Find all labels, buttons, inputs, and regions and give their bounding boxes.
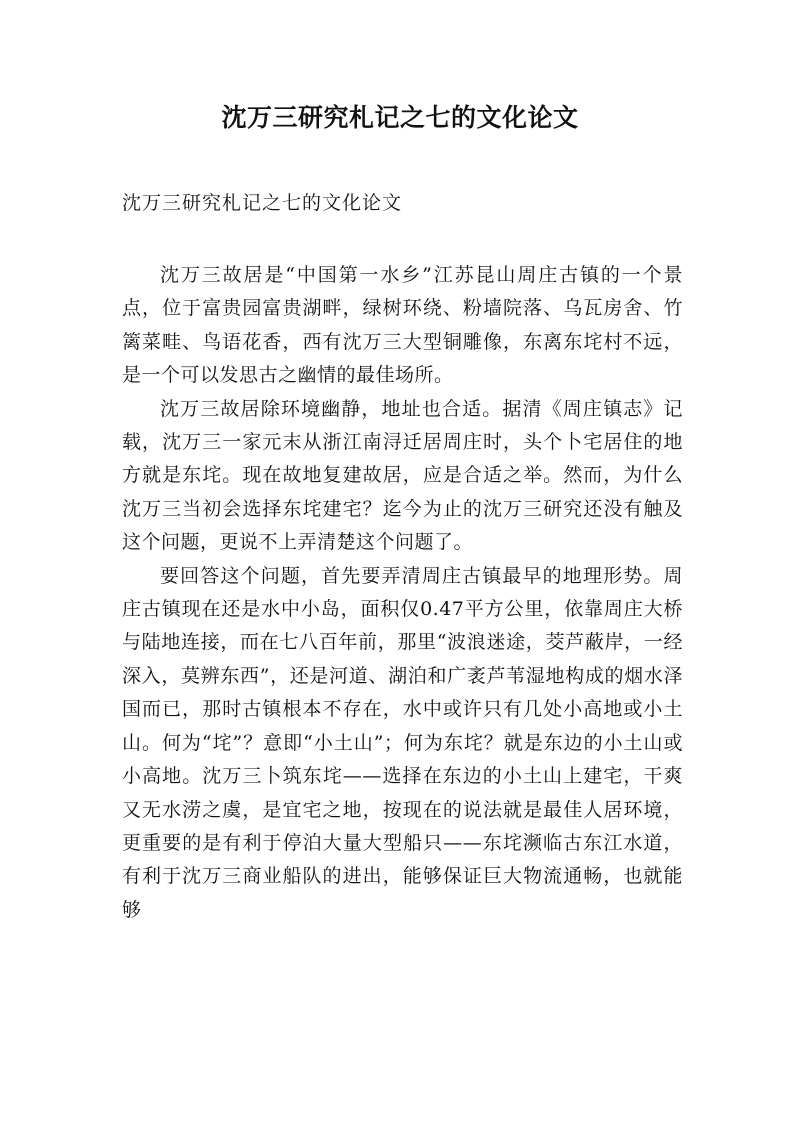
document-subtitle: 沈万三研究札记之七的文化论文 — [122, 192, 403, 214]
document-title: 沈万三研究札记之七的文化论文 — [221, 103, 579, 132]
paragraph-1: 沈万三故居是“中国第一水乡”江苏昆山周庄古镇的一个景点，位于富贵园富贵湖畔，绿树环绕、粉墙院落、乌瓦房舍、竹篱菜畦、鸟语花香，西有沈万三大型铜雕像，东离东垞村不远，是一个可以发思古之幽情的最佳场所。 — [122, 264, 683, 387]
paragraph-2: 沈万三故居除环境幽静，地址也合适。据清《周庄镇志》记载，沈万三一家元末从浙江南浔迁居周庄时，头个卜宅居住的地方就是东垞。现在故地复建故居，应是合适之举。然而，为什么沈万三当初会选择东垞建宅？迄今为止的沈万三研究还没有触及这个问题，更说不上弄清楚这个问题了。 — [122, 397, 683, 554]
document-body — [122, 259, 683, 927]
paragraph-3: 要回答这个问题，首先要弄清周庄古镇最早的地理形势。周庄古镇现在还是水中小岛，面积仅0.47平方公里，依靠周庄大桥与陆地连接，而在七八百年前，那里“波浪迷途，茭芦蔽岸，一经深入，莫辨东西”，还是河道、湖泊和广袤芦苇湿地构成的烟水泽国而已，那时古镇根本不存在，水中或许只有几处小高地或小土山。何为“垞”？意即“小土山”；何为东垞？就是东边的小土山或小高地。沈万三卜筑东垞——选择在东边的小土山上建宅，干爽又无水涝之虞，是宜宅之地，按现在的说法就是最佳人居环境，更重要的是有利于停泊大量大型船只——东垞濒临古东江水道，有利于沈万三商业船队的进出，能够保证巨大物流通畅，也就能够 — [122, 564, 683, 921]
